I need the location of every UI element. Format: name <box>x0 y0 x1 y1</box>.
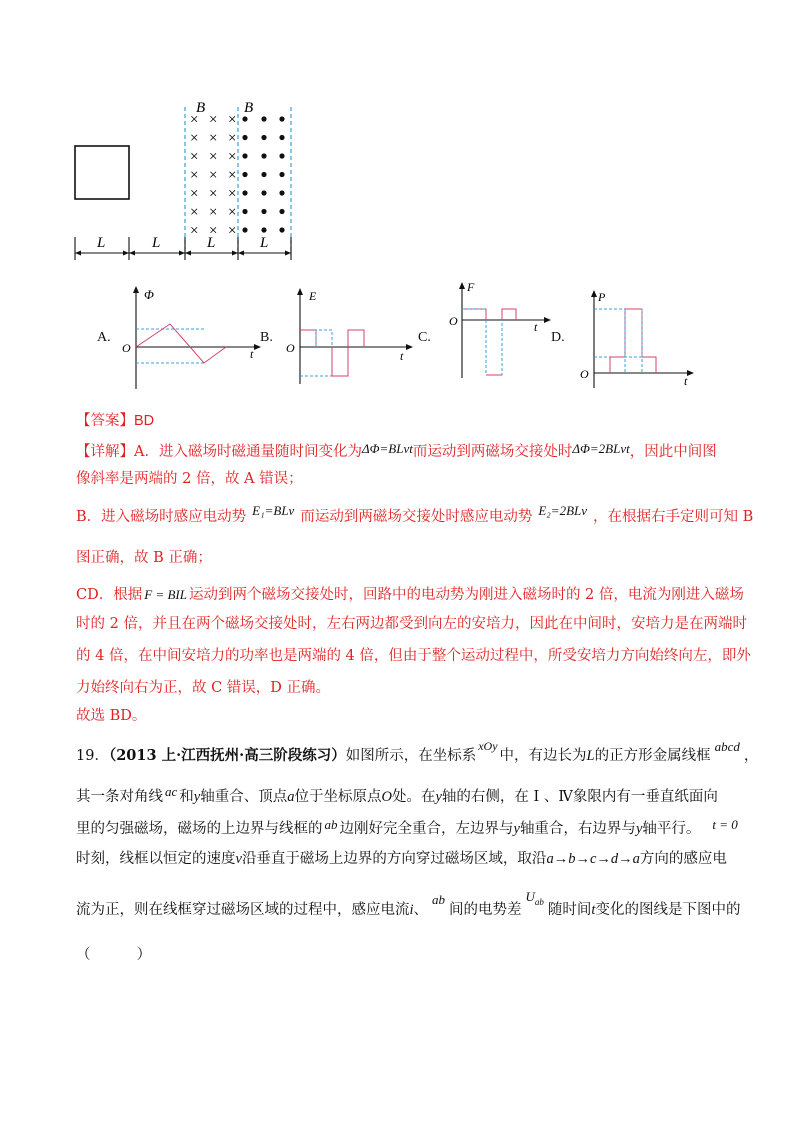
coord-system: xOy <box>478 739 498 753</box>
question-line-5 <box>76 889 741 922</box>
explain-a-text1: A．进入磁场时磁通量随时间变化为 <box>134 444 362 460</box>
origin-O: O <box>381 789 392 805</box>
potential-U: U <box>525 889 535 904</box>
option-b-axis-x: t <box>400 349 404 363</box>
explain-a-math1: ΔΦ=BLvt <box>361 441 413 456</box>
option-c-axis-x: t <box>534 320 538 334</box>
field-cross: × <box>209 167 218 184</box>
field-dot <box>261 172 266 177</box>
explain-b-math1: E₁=BLv <box>252 503 295 518</box>
field-cross: × <box>228 149 237 165</box>
field-dot <box>279 209 284 214</box>
question-text: 间的电势差 <box>449 902 522 918</box>
explain-b-math2: E₂=2BLv <box>538 503 588 518</box>
field-dot <box>242 227 247 232</box>
field-cross: × <box>228 167 237 184</box>
field-dot <box>261 209 266 214</box>
option-a-axis-x: t <box>250 347 254 361</box>
field-dot <box>242 172 247 177</box>
diagonal-ac: ac <box>165 784 178 799</box>
field-dot <box>242 116 247 121</box>
question-text: 其一条对角线 <box>76 789 163 805</box>
question-text: 边刚好完全重合，左边界与 <box>339 821 514 837</box>
option-d-graph <box>576 288 701 393</box>
field-dot <box>261 190 266 195</box>
velocity-v: v <box>235 851 242 867</box>
field-cross: × <box>190 186 199 202</box>
field-dot <box>242 153 247 158</box>
option-d-origin: O <box>580 367 589 381</box>
y-axis: y <box>635 821 643 837</box>
question-line-2 <box>76 786 718 808</box>
field-dot <box>279 116 284 121</box>
question-text: ， <box>743 748 759 764</box>
field-dot <box>261 153 266 158</box>
question-text: 轴重合、顶点 <box>200 789 288 805</box>
option-c-origin: O <box>449 314 458 328</box>
current-i: i <box>409 902 414 918</box>
option-d-label: D. <box>551 330 565 345</box>
question-text: 、 <box>413 902 429 918</box>
explain-a-text3: ，因此中间图 <box>629 444 717 460</box>
length-label-2: L <box>152 235 161 251</box>
option-b-origin: O <box>286 341 295 355</box>
field-dot <box>261 135 266 140</box>
question-text: 处。在 <box>391 789 436 805</box>
explain-line-cd4: 力始终向右为正，故 C 错误，D 正确。 <box>76 680 331 696</box>
question-text: 流为正，则在线框穿过磁场区域的过程中，感应电流 <box>76 902 410 918</box>
field-label-B1: B <box>196 100 206 116</box>
field-cross: × <box>209 149 218 165</box>
explain-cd-text1: CD．根据 <box>76 587 143 603</box>
field-cross: × <box>228 186 237 202</box>
question-text: 里的匀强磁场，磁场的上边界与线框的 <box>76 821 323 837</box>
field-dot <box>279 172 284 177</box>
question-text: 沿垂直于磁场上边界的方向穿过磁场区域，取沿 <box>241 851 547 867</box>
field-cross: × <box>190 130 199 147</box>
field-cross: × <box>209 204 218 221</box>
dimension-line <box>75 237 291 260</box>
side-ab: ab <box>324 817 338 832</box>
field-dot <box>279 190 284 195</box>
field-cross: × <box>190 167 199 184</box>
field-dot <box>279 135 284 140</box>
field-cross: × <box>209 112 218 128</box>
field-label-B2: B <box>244 100 254 116</box>
vertex-a: a <box>287 789 295 805</box>
field-cross: × <box>209 186 218 202</box>
question-text: 时刻，线框以恒定的速度 <box>76 851 236 867</box>
y-axis: y <box>193 789 201 805</box>
answer-tag: 【答案】 <box>76 413 134 429</box>
question-line-3 <box>76 818 738 840</box>
option-c-axis-y: F <box>467 280 475 294</box>
field-dot <box>279 227 284 232</box>
field-dot <box>279 153 284 158</box>
field-into-page-crosses <box>190 112 236 239</box>
field-cross: × <box>190 149 199 165</box>
question-line-4 <box>76 848 727 870</box>
explain-cd-text2: 运动到两个磁场交接处时，回路中的电动势为刚进入磁场时的 2 倍，电流为刚进入磁场 <box>188 587 744 603</box>
field-cross: × <box>209 130 218 147</box>
field-cross: × <box>228 112 237 128</box>
answer-line <box>76 410 154 432</box>
field-dot <box>242 135 247 140</box>
explain-a-math2: ΔΦ=2BLvt <box>572 441 630 456</box>
field-dot <box>261 227 266 232</box>
y-axis: y <box>513 821 520 837</box>
question-text: 的正方形金属线框 <box>594 748 711 764</box>
magnetic-field-figure <box>60 95 310 270</box>
explain-line-cd1 <box>76 584 744 606</box>
question-source: （2013 上·江西抚州·高三阶段练习） <box>108 747 346 764</box>
answer-value: BD <box>134 413 155 429</box>
field-cross: × <box>190 112 199 128</box>
field-cross: × <box>190 204 199 221</box>
explain-line-cd2: 时的 2 倍，并且在两个磁场交接处时，左右两边都受到向左的安培力，因此在中间时，安培力是在两端时 <box>76 616 747 632</box>
field-dot <box>261 116 266 121</box>
explain-a-text2: 而运动到两磁场交接处时 <box>412 444 573 460</box>
explain-line-b1 <box>76 503 754 528</box>
question-line-1 <box>76 739 759 767</box>
field-cross: × <box>228 130 237 147</box>
frame-name: abcd <box>714 739 740 754</box>
option-a-graph <box>118 284 268 394</box>
question-number: 19． <box>76 748 109 764</box>
field-cross: × <box>228 204 237 221</box>
option-b-label: B. <box>260 330 273 345</box>
field-cross: × <box>228 223 237 239</box>
potential-subscript: ab <box>534 897 544 907</box>
explain-line-a2: 像斜率是两端的 2 倍，故 A 错误； <box>76 471 303 487</box>
field-dot <box>242 209 247 214</box>
question-text: 方向的感应电 <box>639 851 727 867</box>
option-d-axis-x: t <box>684 374 688 388</box>
length-label-1: L <box>97 235 106 251</box>
option-c-graph <box>446 280 556 380</box>
explain-b-text3: ，在根据右手定则可知 B <box>593 509 754 525</box>
question-text: 随时间 <box>547 902 592 918</box>
length-label-4: L <box>260 235 269 251</box>
explain-conclusion: 故选 BD。 <box>76 708 147 724</box>
option-b-axis-y: E <box>309 289 317 303</box>
question-text: 变化的图线是下图中的 <box>595 902 741 918</box>
option-d-axis-y: P <box>598 290 606 304</box>
answer-blank: （ ） <box>76 947 152 963</box>
length-label-3: L <box>207 235 216 251</box>
field-out-of-page-dots <box>242 116 284 232</box>
current-path: a→b→c→d→a <box>546 851 640 867</box>
time-t: t <box>591 902 596 918</box>
question-text: 中，有边长为 <box>499 748 587 764</box>
question-text: 轴的右侧，在 Ⅰ 、Ⅳ象限内有一垂直纸面向 <box>441 789 718 805</box>
side-length: L <box>586 748 595 764</box>
question-text: 轴重合，右边界与 <box>519 821 636 837</box>
potential-difference <box>526 889 544 905</box>
explain-tag: 【详解】 <box>76 444 134 460</box>
points-ab: ab <box>432 892 446 907</box>
y-axis: y <box>435 789 442 805</box>
option-b-graph <box>282 286 417 386</box>
option-c-label: C. <box>418 330 431 345</box>
option-a-label: A. <box>97 330 111 345</box>
field-cross: × <box>190 223 199 239</box>
question-text: 轴平行。 <box>642 821 701 837</box>
explain-cd-math: F = BIL <box>144 587 187 602</box>
option-a-axis-y: Φ <box>144 287 154 302</box>
question-text: 位于坐标原点 <box>294 789 382 805</box>
question-text: 如图所示，在坐标系 <box>345 748 477 764</box>
time-zero: t = 0 <box>712 817 738 832</box>
square-loop <box>75 146 129 199</box>
explain-b-text1: B．进入磁场时感应电动势 <box>76 509 247 525</box>
field-dot <box>242 190 247 195</box>
field-cross: × <box>209 223 218 239</box>
explain-b-text2: 而运动到两磁场交接处时感应电动势 <box>300 509 533 525</box>
explain-line-a1 <box>76 441 717 463</box>
explain-line-b2: 图正确，故 B 正确； <box>76 550 212 566</box>
explain-line-cd3: 的 4 倍，在中间安培力的功率也是两端的 4 倍，但由于整个运动过程中，所受安培力方向始终向左，即外 <box>76 648 751 664</box>
question-text: 和 <box>179 789 194 805</box>
option-a-origin: O <box>122 341 131 355</box>
